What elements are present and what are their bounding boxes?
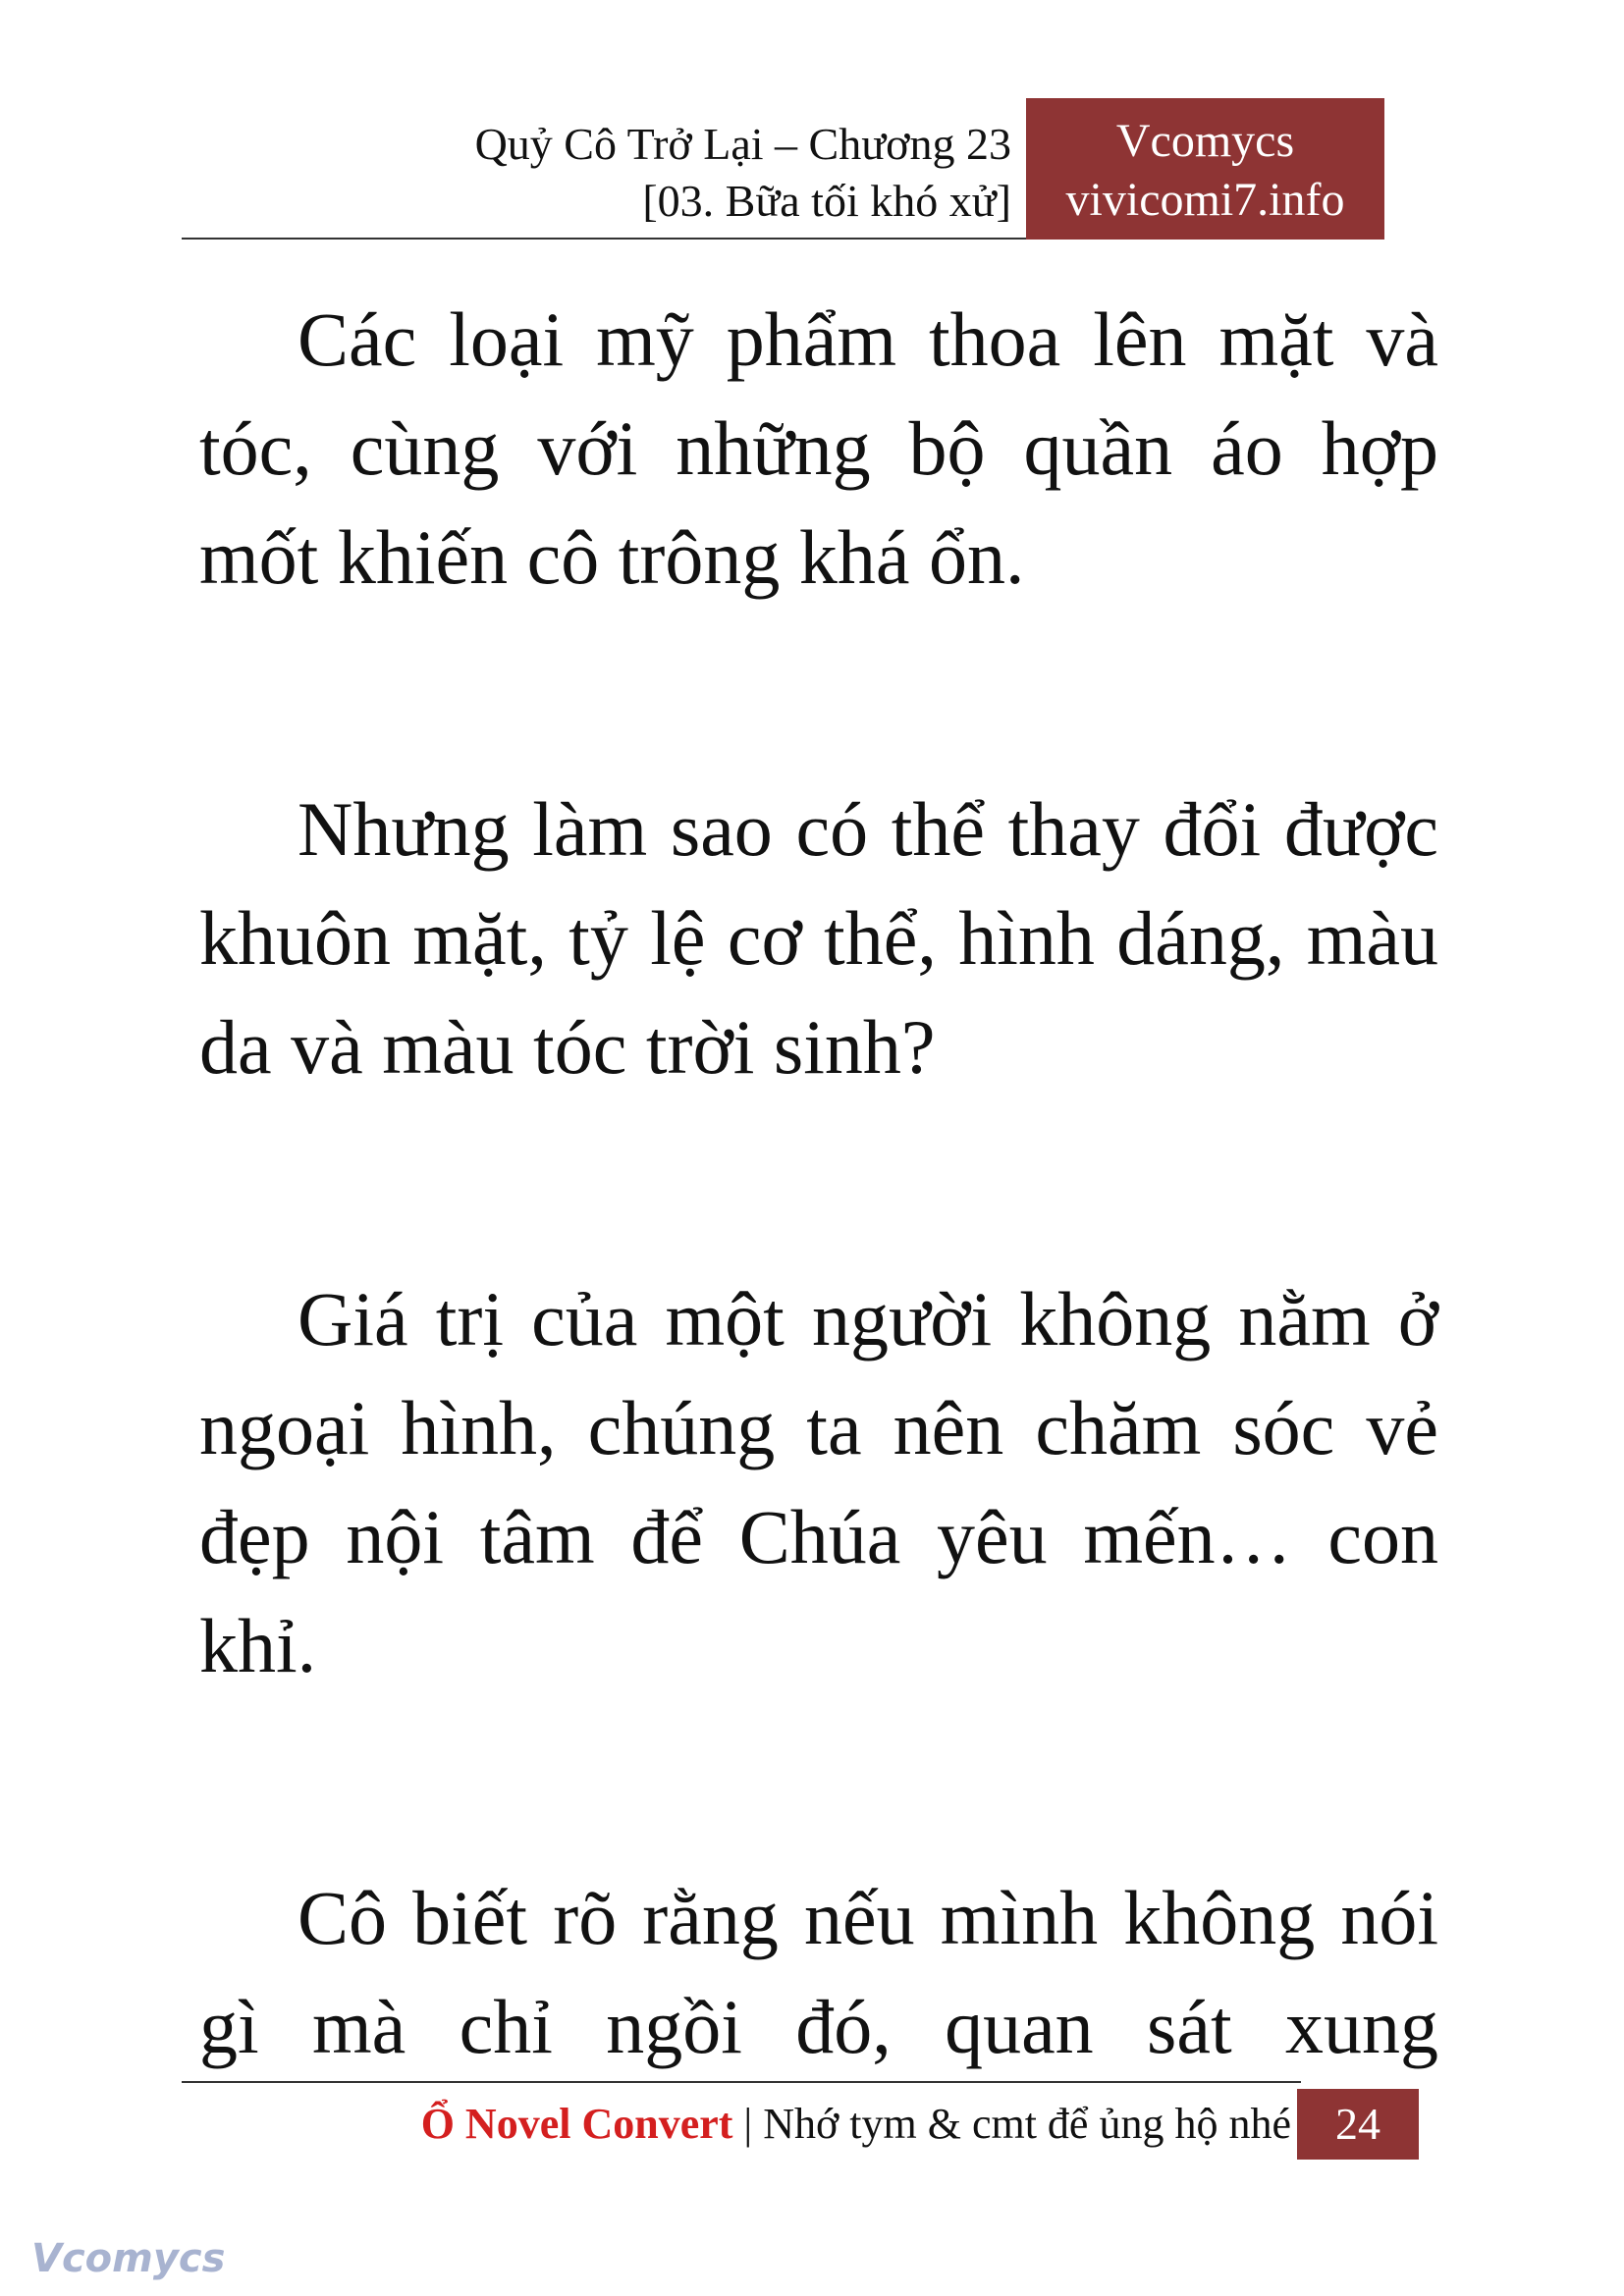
footer-credit — [421, 2095, 1291, 2154]
page-header — [182, 98, 1384, 240]
svg-text:Vcomycs: Vcomycs — [31, 2236, 226, 2281]
footer-separator: | — [743, 2100, 753, 2148]
footer-divider — [182, 2081, 1301, 2083]
paragraph: Nhưng làm sao có thể thay đổi được khuôn mặt, tỷ lệ cơ thể, hình dáng, màu da và màu tóc trời sinh? — [199, 786, 1438, 1090]
vcomycs-logo-watermark — [29, 2228, 245, 2287]
page-number: 24 — [1297, 2089, 1419, 2160]
footer-message: Nhớ tym & cmt để ủng hộ nhé — [763, 2100, 1291, 2148]
paragraph: Cô biết rõ rằng nếu mình không nói gì mà chỉ ngồi đó, quan sát xung — [199, 1875, 1438, 2069]
page-body — [199, 285, 1438, 2244]
paragraph: Giá trị của một người không nằm ở ngoại hình, chúng ta nên chăm sóc vẻ đẹp nội tâm để Chúa yêu mến… con khỉ. — [199, 1276, 1438, 1688]
header-divider — [182, 238, 1026, 240]
chapter-heading — [475, 116, 1011, 230]
source-badge-url: vivicomi7.info — [1065, 174, 1345, 226]
footer-brand: Ổ Novel Convert — [420, 2100, 733, 2148]
paragraph: Các loại mỹ phẩm thoa lên mặt và tóc, cùng với những bộ quần áo hợp mốt khiến cô trông khá ổn. — [199, 296, 1438, 600]
source-badge-name: Vcomycs — [1115, 115, 1295, 167]
vcomycs-logo-icon — [29, 2228, 245, 2287]
chapter-subtitle: [03. Bữa tối khó xử] — [642, 176, 1011, 226]
source-badge — [1026, 98, 1384, 240]
page-footer — [182, 2089, 1419, 2158]
chapter-title: Quỷ Cô Trở Lại – Chương 23 — [474, 119, 1011, 169]
